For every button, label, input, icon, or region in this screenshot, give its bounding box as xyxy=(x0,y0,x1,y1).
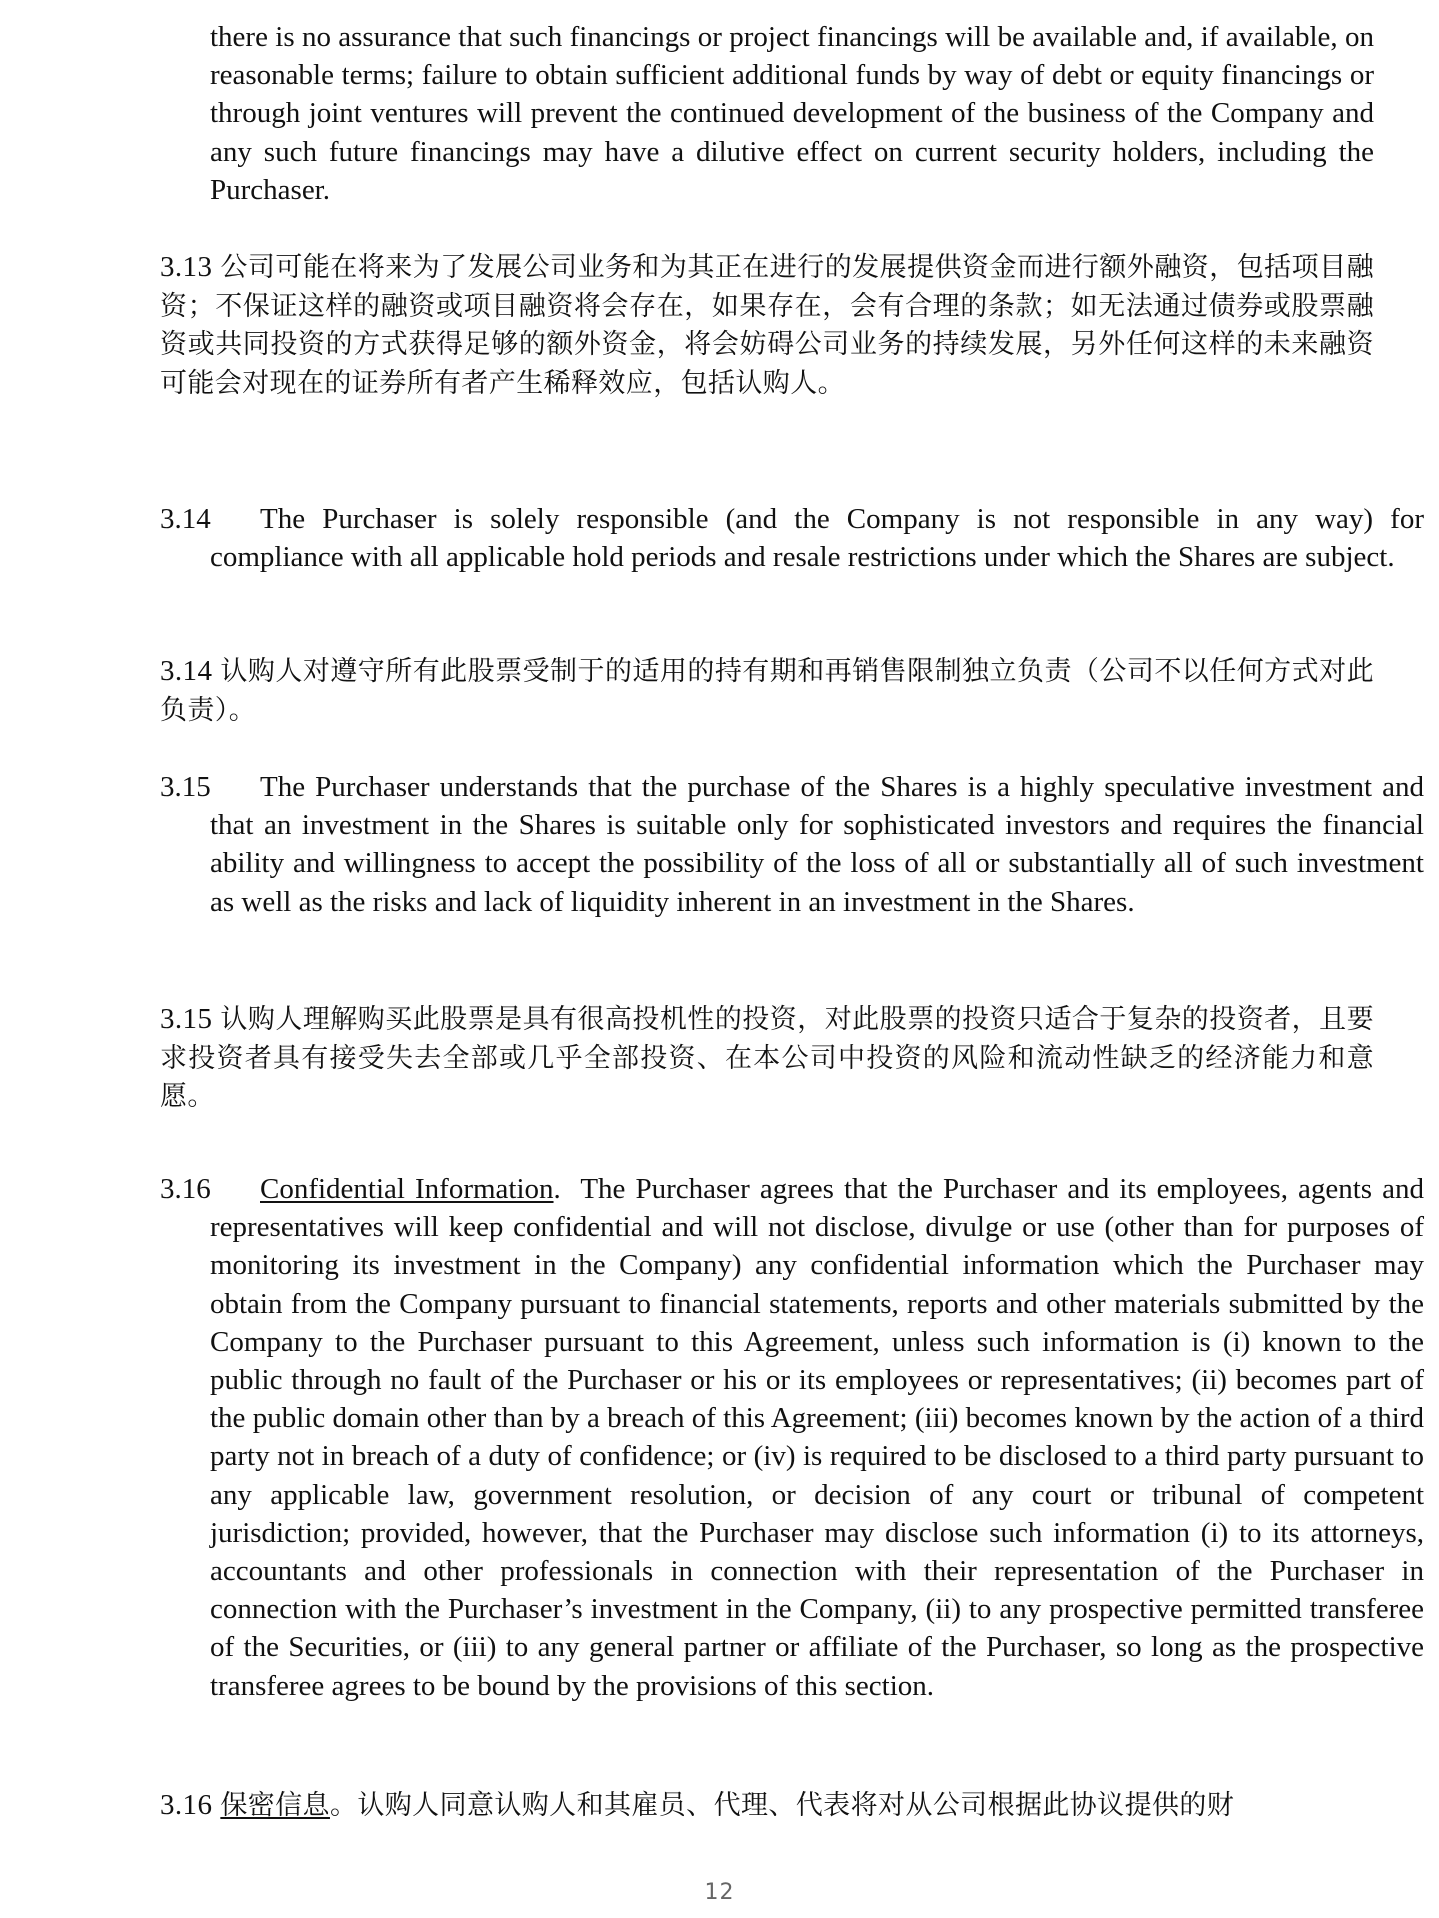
clause-number: 3.16 xyxy=(160,1173,211,1205)
clause-number: 3.15 xyxy=(160,771,211,803)
clause-text: The Purchaser is solely responsible (and the Company is not responsible in any way) for compliance with all applicable hold periods and resale restrictions under which the Shares are subject. xyxy=(210,503,1424,574)
clause-heading: 保密信息 xyxy=(220,1790,330,1821)
continuation-paragraph xyxy=(210,18,1374,209)
clause-number: 3.16 xyxy=(160,1789,213,1821)
clause-text: The Purchaser understands that the purchase of the Shares is a highly speculative investment and that an investment in the Shares is suitable only for sophisticated investors and requires the financial ability and willingness to accept the possibility of the loss of all or substantially all of such investment as well as the risks and lack of liquidity inherent in an investment in the Shares. xyxy=(210,771,1424,918)
clause-3-16-chinese xyxy=(160,1786,1374,1826)
clause-3-14-chinese xyxy=(160,652,1374,730)
continuation-text: there is no assurance that such financings or project financings will be available and, if available, on reasonable terms; failure to obtain sufficient additional funds by way of debt or equity financings or through joint ventures will prevent the continued development of the business of the Company and any such future financings may have a dilutive effect on current security holders, including the Purchaser. xyxy=(210,21,1374,206)
clause-3-15-chinese xyxy=(160,1000,1374,1117)
clause-text: 认购人对遵守所有此股票受制于的适用的持有期和再销售限制独立负责（公司不以任何方式对此负责）。 xyxy=(160,656,1374,726)
page-number: 12 xyxy=(704,1880,735,1905)
clause-heading-punct: 。 xyxy=(329,1790,358,1821)
clause-3-13-chinese xyxy=(160,248,1374,403)
clause-3-16-english xyxy=(160,1170,1424,1705)
clause-text: 认购人同意认购人和其雇员、代理、代表将对从公司根据此协议提供的财 xyxy=(357,1790,1235,1821)
clause-number: 3.14 xyxy=(160,655,213,687)
clause-text: The Purchaser agrees that the Purchaser and its employees, agents and representatives will keep confidential and will not disclose, divulge or use (other than for purposes of monitoring its investment in the Company) any confidential information which the Purchaser may obtain from the Company pursuant to financial statements, reports and other materials submitted by the Company to the Purchaser pursuant to this Agreement, unless such information is (i) known to the public through no fault of the Purchaser or his or its employees or representatives; (ii) becomes part of the public domain other than by a breach of this Agreement; (iii) becomes known by the action of a third party not in breach of a duty of confidence; or (iv) is required to be disclosed to a third party pursuant to any applicable law, government resolution, or decision of any court or tribunal of competent jurisdiction; provided, however, that the Purchaser may disclose such information (i) to its attorneys, accountants and other professionals in connection with their representation of the Purchaser in connection with the Purchaser’s investment in the Company, (ii) to any prospective permitted transferee of the Securities, or (iii) to any general partner or affiliate of the Purchaser, so long as the prospective transferee agrees to be bound by the provisions of this section. xyxy=(210,1173,1424,1702)
clause-number: 3.15 xyxy=(160,1003,213,1035)
clause-number: 3.13 xyxy=(160,251,213,283)
clause-3-15-english xyxy=(160,768,1424,921)
clause-heading-punct: . xyxy=(553,1173,561,1205)
clause-text: 认购人理解购买此股票是具有很高投机性的投资，对此股票的投资只适合于复杂的投资者，且要求投资者具有接受失去全部或几乎全部投资、在本公司中投资的风险和流动性缺乏的经济能力和意愿。 xyxy=(160,1004,1374,1112)
clause-text: 公司可能在将来为了发展公司业务和为其正在进行的发展提供资金而进行额外融资，包括项目融资；不保证这样的融资或项目融资将会存在，如果存在，会有合理的条款；如无法通过债券或股票融资或共同投资的方式获得足够的额外资金，将会妨碍公司业务的持续发展，另外任何这样的未来融资可能会对现在的证券所有者产生稀释效应，包括认购人。 xyxy=(160,252,1374,399)
clause-heading: Confidential Information xyxy=(260,1173,554,1205)
clause-number: 3.14 xyxy=(160,503,211,535)
clause-3-14-english xyxy=(160,500,1424,576)
